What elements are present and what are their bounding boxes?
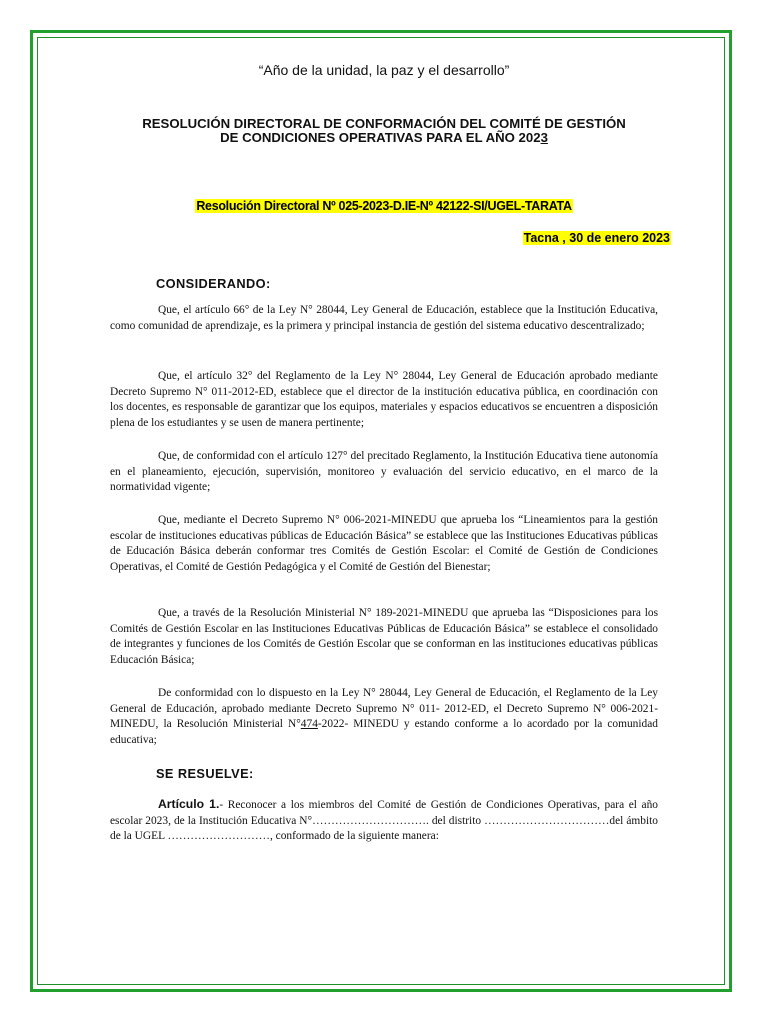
title-line-2-main: DE CONDICIONES OPERATIVAS PARA EL AÑO 202 — [220, 130, 541, 145]
paragraph-6 — [110, 686, 658, 748]
document-border — [30, 30, 732, 992]
article-1-text: - Reconocer a los miembros del Comité de Gestión de Condiciones Operativas, para el año escolar 2023, de la Institución Educativa N°…………………………. del distrito ……………………………del ámbito de la UGEL ………………………, conformado de la siguiente manera: — [110, 799, 659, 843]
title-line-2-last: 3 — [540, 130, 548, 145]
paragraph-1: Que, el artículo 66° de la Ley N° 28044, Ley General de Educación, establece que la Institución Educativa, como comunidad de aprendizaje, es la primera y principal instancia de gestión del sistema educativo descentralizado; — [110, 304, 658, 332]
paragraph-6-before: De conformidad con lo dispuesto en la Ley N° 28044, Ley General de Educación, el Reglamento de la Ley General de Educación, aprobado mediante Decreto Supremo N° 011- 2012-ED, el Decreto Supremo N° 006-2021-MINEDU, la Resolución Ministerial N° — [110, 687, 658, 731]
paragraph-6-after: -2022- MINEDU y estando conforme a lo acordado por la comunidad educativa; — [110, 718, 658, 746]
paragraph-5: Que, a través de la Resolución Ministerial N° 189-2021-MINEDU que aprueba las “Disposiciones para los Comités de Gestión Escolar en las Instituciones Educativas Públicas de Educación Básica” se establece el consolidado de integrantes y funciones de los Comités de Gestión Escolar que se conforman en las instituciones educativas públicas Educación Básica; — [110, 607, 658, 666]
paragraph-6-underlined: 474 — [300, 718, 318, 731]
document-date-text: Tacna , 30 de enero 2023 — [523, 231, 670, 245]
article-1-label: Artículo 1. — [158, 797, 220, 811]
considerando-heading: CONSIDERANDO: — [156, 276, 271, 291]
resolution-number — [0, 199, 768, 213]
paragraph-3: Que, de conformidad con el artículo 127° del precitado Reglamento, la Institución Educativa tiene autonomía en el planeamiento, ejecución, supervisión, monitoreo y evaluación del servicio educativo, en el marco de la normatividad vigente; — [110, 450, 658, 494]
se-resuelve-heading: SE RESUELVE: — [156, 766, 254, 781]
paragraph-4: Que, mediante el Decreto Supremo N° 006-2021-MINEDU que aprueba los “Lineamientos para la gestión escolar de instituciones educativas públicas de Educación Básica” se establece que las Instituciones Educativas públicas de Educación Básica deberán conformar tres Comités de Gestión Escolar: el Comité de Gestión de Condiciones Operativas, el Comité de Gestión Pedagógica y el Comité de Gestión del Bienestar; — [110, 514, 658, 573]
document-date — [523, 231, 671, 245]
title-line-1: RESOLUCIÓN DIRECTORAL DE CONFORMACIÓN DEL COMITÉ DE GESTIÓN — [142, 116, 626, 131]
year-motto: “Año de la unidad, la paz y el desarrollo” — [258, 62, 510, 78]
paragraph-2: Que, el artículo 32° del Reglamento de la Ley N° 28044, Ley General de Educación aprobado mediante Decreto Supremo N° 011-2012-ED, establece que el director de la institución educativa pública, en coordinación con los docentes, es responsable de garantizar que los equipos, materiales y espacios educativos se encuentren a disposición plena de los estudiantes y se usen de manera pertinente; — [110, 370, 658, 429]
resolution-number-text: Resolución Directoral Nº 025-2023-D.IE-Nº 42122-SI/UGEL-TARATA — [196, 199, 572, 213]
title-line-2 — [0, 131, 768, 145]
article-1 — [110, 797, 658, 845]
document-title — [0, 117, 768, 145]
